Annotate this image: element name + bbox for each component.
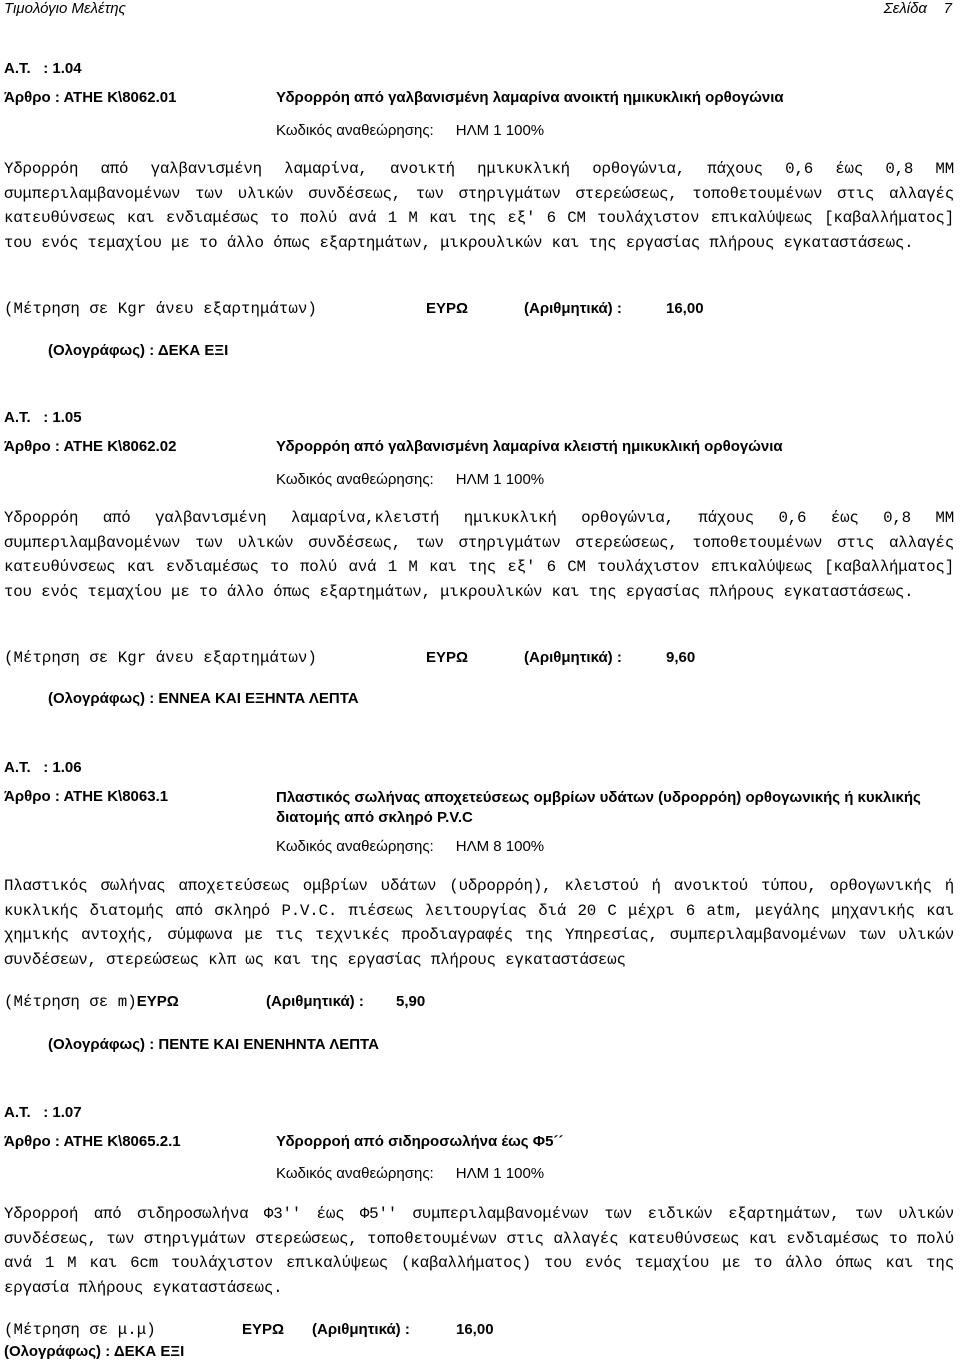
revision-code: Κωδικός αναθεώρησης: ΗΛΜ 1 100% [276,1165,545,1182]
article-ref: Άρθρο : ΑΤΗΕ Κ\8065.2.1 [4,1133,181,1150]
price-value: 9,60 [666,649,696,666]
price-value: 16,00 [456,1321,494,1338]
price-value: 16,00 [666,300,704,317]
at-label: Α.Τ. : 1.07 [4,1104,82,1121]
price-in-words: (Ολογράφως) : ΕΝΝΕΑ ΚΑΙ ΕΞΗΝΤΑ ΛΕΠΤΑ [48,690,359,707]
price-in-words: (Ολογράφως) : ΔΕΚΑ ΕΞΙ [48,342,229,359]
page-indicator: Σελίδα 7 [883,0,952,17]
measurement-line: (Μέτρηση σε μ.μ) ΕΥΡΩ (Αριθμητικά) : 16,00 [4,1321,494,1339]
item-title: Πλαστικός σωλήνας αποχετεύσεως ομβρίων υδάτων (υδρορρόη) ορθογωνικής ή κυκλικής διατομής από σκληρό P.V.C [276,789,921,826]
item-description: Υδρορρόη από γαλβανισμένη λαμαρίνα, ανοικτή ημικυκλική ορθογώνια, πάχους 0,6 έως 0,8 ΜΜ συμπεριλαμβανομένων των υλικών συνδέσεως, των στηριγμάτων στερεώσεως, τοποθετουμένων στις αλλαγές κατευθύνσεως και ενδιαμέσως το πολύ ανά 1 Μ και της εξ' 6 CM τουλάχιστον επικαλύψεως [καβαλλήματος] του ενός τεμαχίου με το άλλο όπως εξαρτημάτων, μικρουλικών και της εργασίας πλήρους εγκαταστάσεως. [4,160,954,252]
at-label: Α.Τ. : 1.05 [4,409,82,426]
document-title: Τιμολόγιο Μελέτης [4,0,126,17]
price-value: 5,90 [396,993,426,1010]
item-title: Υδρορροή από σιδηροσωλήνα έως Φ5´´ [276,1133,564,1150]
price-in-words: (Ολογράφως) : ΔΕΚΑ ΕΞΙ [4,1343,185,1360]
at-label: Α.Τ. : 1.04 [4,60,82,77]
price-in-words: (Ολογράφως) : ΠΕΝΤΕ ΚΑΙ ΕΝΕΝΗΝΤΑ ΛΕΠΤΑ [48,1036,379,1053]
revision-code: Κωδικός αναθεώρησης: ΗΛΜ 1 100% [276,122,545,139]
item-description: Υδρορροή από σιδηροσωλήνα Φ3'' έως Φ5'' συμπεριλαμβανομένων των ειδικών εξαρτημάτων, των υλικών συνδέσεως, των στηριγμάτων στερεώσεως, τοποθετουμένων στις αλλαγές κατευθύνσεως και ενδιαμέσως το πολύ ανά 1 Μ και 6cm τουλάχιστον επικαλύψεως (καβαλλήματος) του ενός τεμαχίου με το άλλο όπως και της εργασία πλήρους εγκαταστάσεως. [4,1205,954,1297]
item-title: Υδρορρόη από γαλβανισμένη λαμαρίνα ανοικτή ημικυκλική ορθογώνια [276,89,784,106]
measurement-line: (Μέτρηση σε Kgr άνευ εξαρτημάτων) ΕΥΡΩ (Αριθμητικά) : 16,00 [4,300,704,318]
item-description: Πλαστικός σωλήνας αποχετεύσεως ομβρίων υδάτων (υδρορρόη), κλειστού ή ανοικτού τύπου, ορθογωνικής ή κυκλικής διατομής από σκληρό P.V.C. πιέσεως λειτουργίας διά 20 C μέχρι 6 atm, μεγάλης μηχανικής και χημικής αντοχής, σύμφωνα με τις τεχνικές προδιαγραφές της Υπηρεσίας, συμπεριλαμβανομένων των υλικών συνδέσεων, στερεώσεως κλπ ως και της εργασίας πλήρους εγκαταστάσεως [4,877,954,969]
article-ref: Άρθρο : ΑΤΗΕ Κ\8062.01 [4,89,177,106]
revision-code: Κωδικός αναθεώρησης: ΗΛΜ 1 100% [276,471,545,488]
measurement-line: (Μέτρηση σε Kgr άνευ εξαρτημάτων) ΕΥΡΩ (Αριθμητικά) : 9,60 [4,649,696,667]
measurement-line: (Μέτρηση σε m)ΕΥΡΩ (Αριθμητικά) : 5,90 [4,993,426,1011]
item-description: Υδρορρόη από γαλβανισμένη λαμαρίνα,κλειστή ημικυκλική ορθογώνια, πάχους 0,6 έως 0,8 ΜΜ συμπεριλαμβανομένων των υλικών συνδέσεως, των στηριγμάτων στερεώσεως, τοποθετουμένων στις αλλαγές κατευθύνσεως και ενδιαμέσως το πολύ ανά 1 Μ και της εξ' 6 CM τουλάχιστον επικαλύψεως [καβαλλήματος] του ενός τεμαχίου με το άλλο όπως εξαρτημάτων, μικρουλικών και της εργασίας πλήρους εγκαταστάσεως. [4,509,954,601]
item-title: Υδρορρόη από γαλβανισμένη λαμαρίνα κλειστή ημικυκλική ορθογώνια [276,438,783,455]
revision-code: Κωδικός αναθεώρησης: ΗΛΜ 8 100% [276,838,545,855]
article-ref: Άρθρο : ΑΤΗΕ Κ\8063.1 [4,788,169,805]
at-label: Α.Τ. : 1.06 [4,759,82,776]
article-ref: Άρθρο : ΑΤΗΕ Κ\8062.02 [4,438,177,455]
